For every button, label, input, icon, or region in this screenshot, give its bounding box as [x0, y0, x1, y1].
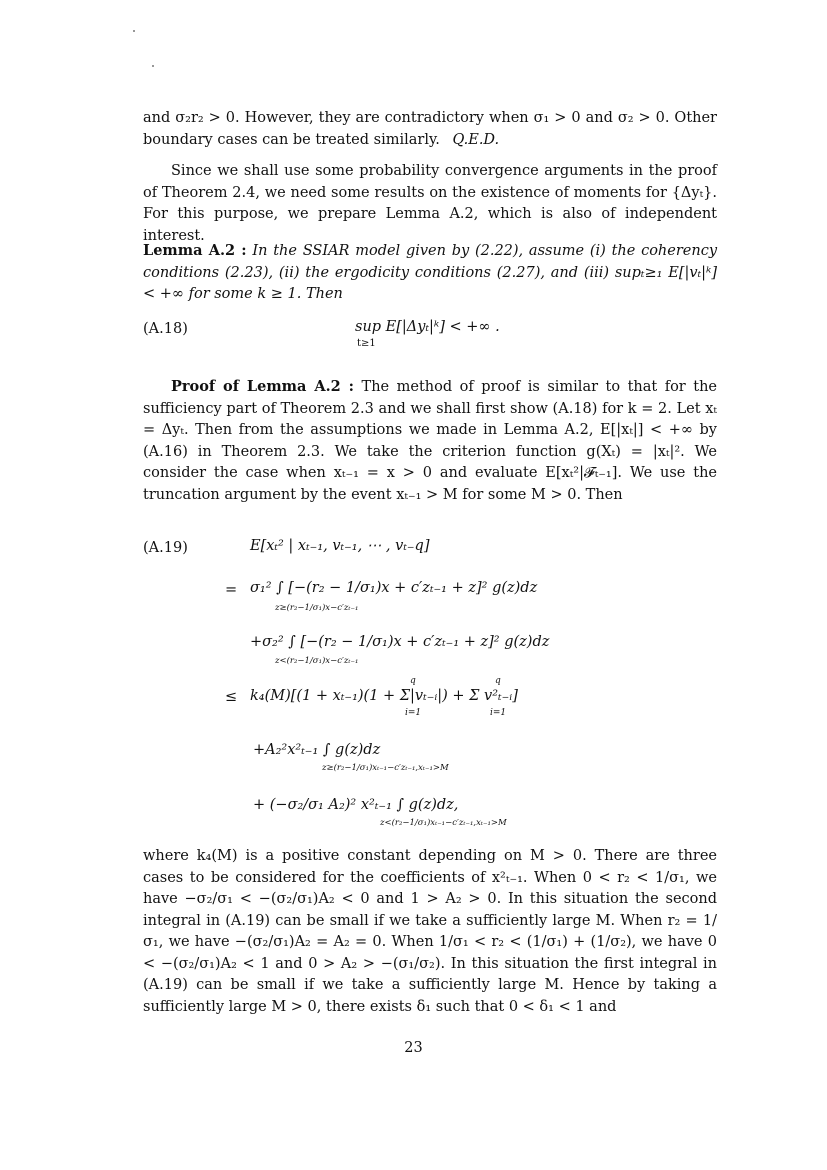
equation-line-3: +σ₂² ∫ [−(r₂ − 1/σ₁)x + c′zₜ₋₁ + z]² g(z)dz	[250, 634, 550, 650]
sum-lower-limit: i=1	[490, 708, 507, 718]
proof-a2	[143, 376, 717, 506]
equation-line-2: σ₁² ∫ [−(r₂ − 1/σ₁)x + c′zₜ₋₁ + z]² g(z)dz	[250, 580, 538, 596]
lemma-statement: In the SSIAR model given by (2.22), assume (i) the coherency conditions (2.23), (ii) the ergodicity conditions (2.27), and (iii) supₜ≥₁ E[|vₜ|ᵏ] < +∞ for some k ≥ 1. Then	[143, 243, 718, 302]
page-number: 23	[404, 1040, 423, 1056]
sum-upper-limit: q	[410, 676, 416, 686]
equals-sign: =	[225, 582, 238, 598]
equation-line-5: +A₂²x²ₜ₋₁ ∫ g(z)dz	[253, 742, 381, 758]
paragraph-moments-intro: Since we shall use some probability convergence arguments in the proof of Theorem 2.4, we need some results on the existence of moments for {Δyₜ}. For this purpose, we prepare Lemma A.2, which is also of independent interest.	[143, 163, 717, 244]
leq-sign: ≤	[225, 689, 238, 705]
paragraph-boundary-cases	[143, 108, 717, 151]
lemma-a2	[143, 240, 717, 306]
equation-body: sup E[|Δyₜ|ᵏ] < +∞ .	[355, 319, 500, 335]
integral-limit-1: z≥(r₂−1/σ₁)x−c′zₜ₋₁	[275, 603, 359, 613]
equation-label: (A.19)	[143, 540, 188, 556]
integral-limit-3: z≥(r₂−1/σ₁)xₜ₋₁−c′zₜ₋₁,xₜ₋₁>M	[322, 763, 449, 773]
qed-mark: Q.E.D.	[452, 131, 500, 148]
equation-line-4: k₄(M)[(1 + xₜ₋₁)(1 + Σ|vₜ₋ᵢ|) + Σ v²ₜ₋ᵢ]	[250, 688, 518, 704]
sum-upper-limit: q	[495, 676, 501, 686]
equation-line-1: E[xₜ² | xₜ₋₁, vₜ₋₁, ⋯ , vₜ₋q]	[250, 538, 430, 554]
scan-speck	[133, 30, 135, 32]
equation-subscript: t≥1	[357, 338, 376, 349]
proof-text: The method of proof is similar to that for the sufficiency part of Theorem 2.3 and we shall first show (A.18) for k = 2. Let xₜ = Δyₜ. Then from the assumptions we made in Lemma A.2, E[|xₜ|] < +∞ by (A.16) in Theorem 2.3. We take the criterion function g(Xₜ) = |xₜ|². We consider the case when xₜ₋₁ = x > 0 and evaluate E[xₜ²|𝓕ₜ₋₁]. We use the truncation argument by the event xₜ₋₁ > M for some M > 0. Then	[143, 379, 717, 503]
proof-title: Proof of Lemma A.2 :	[171, 378, 355, 395]
lemma-title: Lemma A.2 :	[143, 242, 247, 259]
integral-limit-4: z<(r₂−1/σ₁)xₜ₋₁−c′zₜ₋₁,xₜ₋₁>M	[380, 818, 507, 828]
equation-label: (A.18)	[143, 321, 188, 337]
paragraph-three-cases: where k₄(M) is a positive constant depending on M > 0. There are three cases to be considered for the coefficients of x²ₜ₋₁. When 0 < r₂ < 1/σ₁, we have −σ₂/σ₁ < −(σ₂/σ₁)A₂ < 0 and 1 > A₂ > 0. In this situation the second integral in (A.19) can be small if we take a sufficiently large M. When r₂ = 1/σ₁, we have −(σ₂/σ₁)A₂ = A₂ = 0. When 1/σ₁ < r₂ < (1/σ₁) + (1/σ₂), we have 0 < −(σ₂/σ₁)A₂ < 1 and 0 > A₂ > −(σ₁/σ₂). In this situation the first integral in (A.19) can be small if we take a sufficiently large M. Hence by taking a sufficiently large M > 0, there exists δ₁ such that 0 < δ₁ < 1 and	[143, 848, 717, 1015]
sum-lower-limit: i=1	[405, 708, 422, 718]
equation-line-6: + (−σ₂/σ₁ A₂)² x²ₜ₋₁ ∫ g(z)dz,	[253, 797, 459, 813]
integral-limit-2: z<(r₂−1/σ₁)x−c′zₜ₋₁	[275, 656, 359, 666]
scan-speck	[152, 65, 154, 67]
paragraph-text: and σ₂r₂ > 0. However, they are contradictory when σ₁ > 0 and σ₂ > 0. Other boundary cases can be treated similarly.	[143, 110, 717, 148]
